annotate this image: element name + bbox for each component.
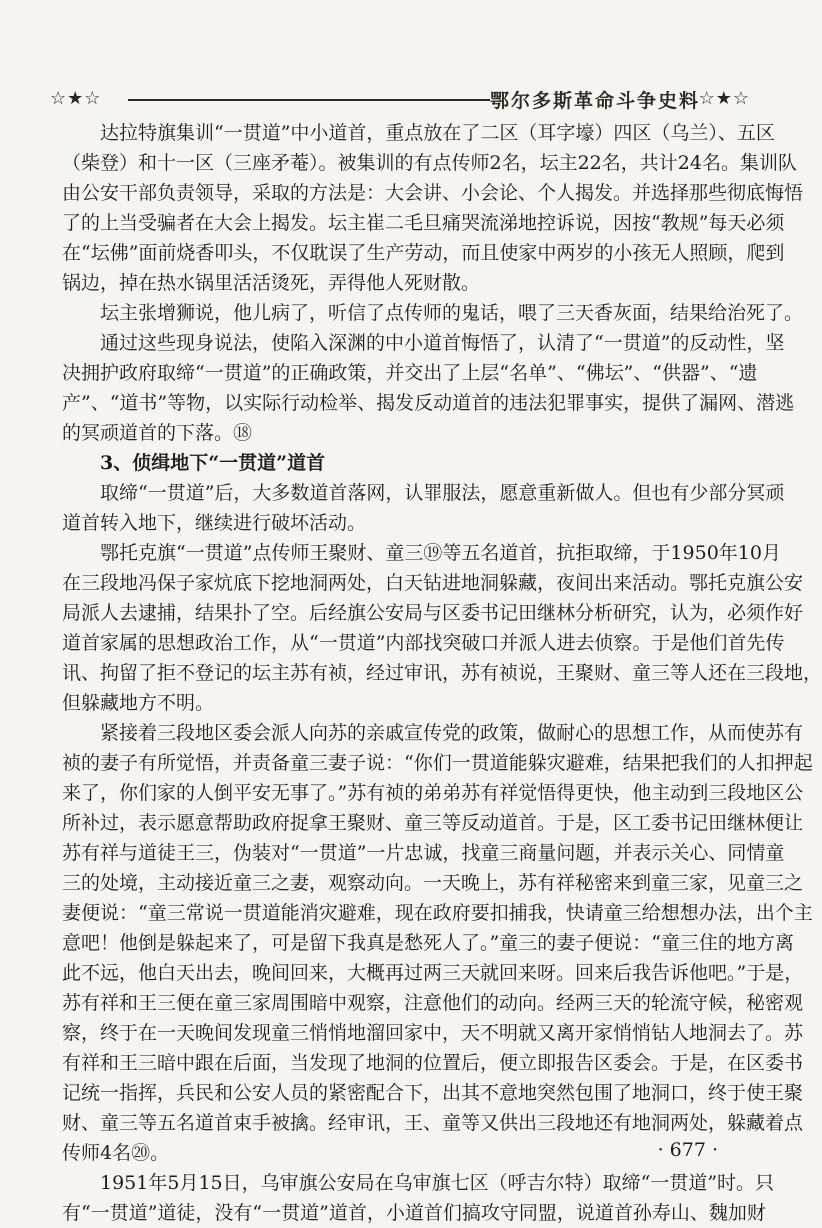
- text-line: 达拉特旗集训“一贯道”中小道首，重点放在了二区（耳字壕）四区（乌兰）、五区: [100, 122, 775, 144]
- header-stars-left: ☆★☆: [50, 88, 102, 109]
- text-line: 1951年5月15日，乌审旗公安局在乌审旗七区（呼吉尔特）取缔“一贯道”时。只: [100, 1172, 775, 1194]
- text-line: 记统一指挥，兵民和公安人员的紧密配合下，出其不意地突然包围了地洞口，终于使王聚: [62, 1082, 804, 1104]
- text-line: 但躲藏地方不明。: [62, 692, 215, 714]
- text-line: 产”、“道书”等物，以实际行动检举、揭发反动道首的违法犯罪事实，提供了漏网、潜逃: [62, 392, 795, 414]
- text-line: 的冥顽道首的下落。⑱: [62, 422, 253, 444]
- text-line: 道首转入地下，继续进行破坏活动。: [62, 512, 367, 534]
- text-line: 由公安干部负责领导，采取的方法是：大会讲、小会论、个人揭发。并选择那些彻底悔悟: [62, 182, 804, 204]
- text-line: 在三段地冯保子家炕底下挖地洞两处，白天钻进地洞躲藏，夜间出来活动。鄂托克旗公安: [62, 572, 804, 594]
- text-line: 决拥护政府取缔“一贯道”的正确政策，并交出了上层“名单”、“佛坛”、“供器”、“遗: [62, 362, 758, 384]
- text-line: 讯、拘留了拒不登记的坛主苏有祯，经过审讯，苏有祯说，王聚财、童三等人还在三段地，: [62, 662, 822, 684]
- text-line: 紧接着三段地区委会派人向苏的亲戚宣传党的政策，做耐心的思想工作，从而使苏有: [100, 722, 804, 744]
- running-header: [50, 88, 750, 118]
- text-line: 来了，你们家的人倒平安无事了。”苏有祯的弟弟苏有祥觉悟得更快，他主动到三段地区公: [62, 782, 804, 804]
- text-line: 妻便说：“童三常说一贯道能消灾避难，现在政府要扣捕我，快请童三给想想办法，出个主: [62, 902, 813, 924]
- text-line: 苏有祥和王三便在童三家周围暗中观察，注意他们的动向。经两三天的轮流守候，秘密观: [62, 992, 804, 1014]
- text-line: 财、童三等五名道首束手被擒。经审讯，王、童等又供出三段地还有地洞两处，躲藏着点: [62, 1112, 804, 1134]
- text-line: 锅边，掉在热水锅里活活烫死，弄得他人死财散。: [62, 272, 481, 294]
- text-line: 意吧！他倒是躲起来了，可是留下我真是愁死人了。”童三的妻子便说：“童三住的地方离: [62, 932, 794, 954]
- text-line: 道首家属的思想政治工作，从“一贯道”内部找突破口并派人进去侦察。于是他们首先传: [62, 632, 785, 654]
- book-title: 鄂尔多斯革命斗争史料: [490, 90, 701, 112]
- text-line: 所补过，表示愿意帮助政府捉拿王聚财、童三等反动道首。于是，区工委书记田继林便让: [62, 812, 804, 834]
- text-line: 了的上当受骗者在大会上揭发。坛主崔二毛旦痛哭流涕地控诉说，因按“教规”每天必须: [62, 212, 785, 234]
- text-line: 有祥和王三暗中跟在后面，当发现了地洞的位置后，便立即报告区委会。于是，在区委书: [62, 1052, 804, 1074]
- section-heading: 3、侦缉地下“一贯道”道首: [100, 452, 326, 474]
- text-line: 有“一贯道”道徒，没有“一贯道”道首，小道首们搞攻守同盟，说道首孙寿山、魏加财: [62, 1202, 766, 1224]
- text-line: 鄂托克旗“一贯道”点传师王聚财、童三⑲等五名道首，抗拒取缔，于1950年10月: [100, 542, 781, 564]
- text-line: （柴登）和十一区（三座矛菴）。被集训的有点传师2名，坛主22名，共计24名。集训队: [62, 152, 797, 174]
- page-number: · 677 ·: [657, 1139, 718, 1161]
- text-line: 祯的妻子有所觉悟，并责备童三妻子说：“你们一贯道能躲灾避难，结果把我们的人扣押起: [62, 752, 813, 774]
- text-line: 在“坛佛”面前烧香叩头，不仅耽误了生产劳动，而且使家中两岁的小孩无人照顾，爬到: [62, 242, 785, 264]
- text-line: 坛主张增狮说，他儿病了，听信了点传师的鬼话，喂了三天香灰面，结果给治死了。: [100, 302, 804, 324]
- header-rule: [128, 99, 490, 101]
- text-line: 局派人去逮捕，结果扑了空。后经旗公安局与区委书记田继林分析研究，认为，必须作好: [62, 602, 804, 624]
- text-line: 此不远，他白天出去，晚间回来，大概再过两三天就回来呀。回来后我告诉他吧。”于是，: [62, 962, 804, 984]
- header-stars-right: ☆★☆: [698, 88, 750, 109]
- text-line: 三的处境，主动接近童三之妻，观察动向。一天晚上，苏有祥秘密来到童三家，见童三之: [62, 872, 804, 894]
- text-line: 取缔“一贯道”后，大多数道首落网，认罪服法，愿意重新做人。但也有少部分冥顽: [100, 482, 785, 504]
- text-line: 苏有祥与道徒王三，伪装对“一贯道”一片忠诚，找童三商量问题，并表示关心、同情童: [62, 842, 785, 864]
- text-line: 察，终于在一天晚间发现童三悄悄地溜回家中，天不明就又离开家悄悄钻人地洞去了。苏: [62, 1022, 804, 1044]
- page-body: [62, 118, 822, 1228]
- text-line: 传师4名⑳。: [62, 1142, 170, 1164]
- text-line: 通过这些现身说法，使陷入深渊的中小道首悔悟了，认清了“一贯道”的反动性，坚: [100, 332, 785, 354]
